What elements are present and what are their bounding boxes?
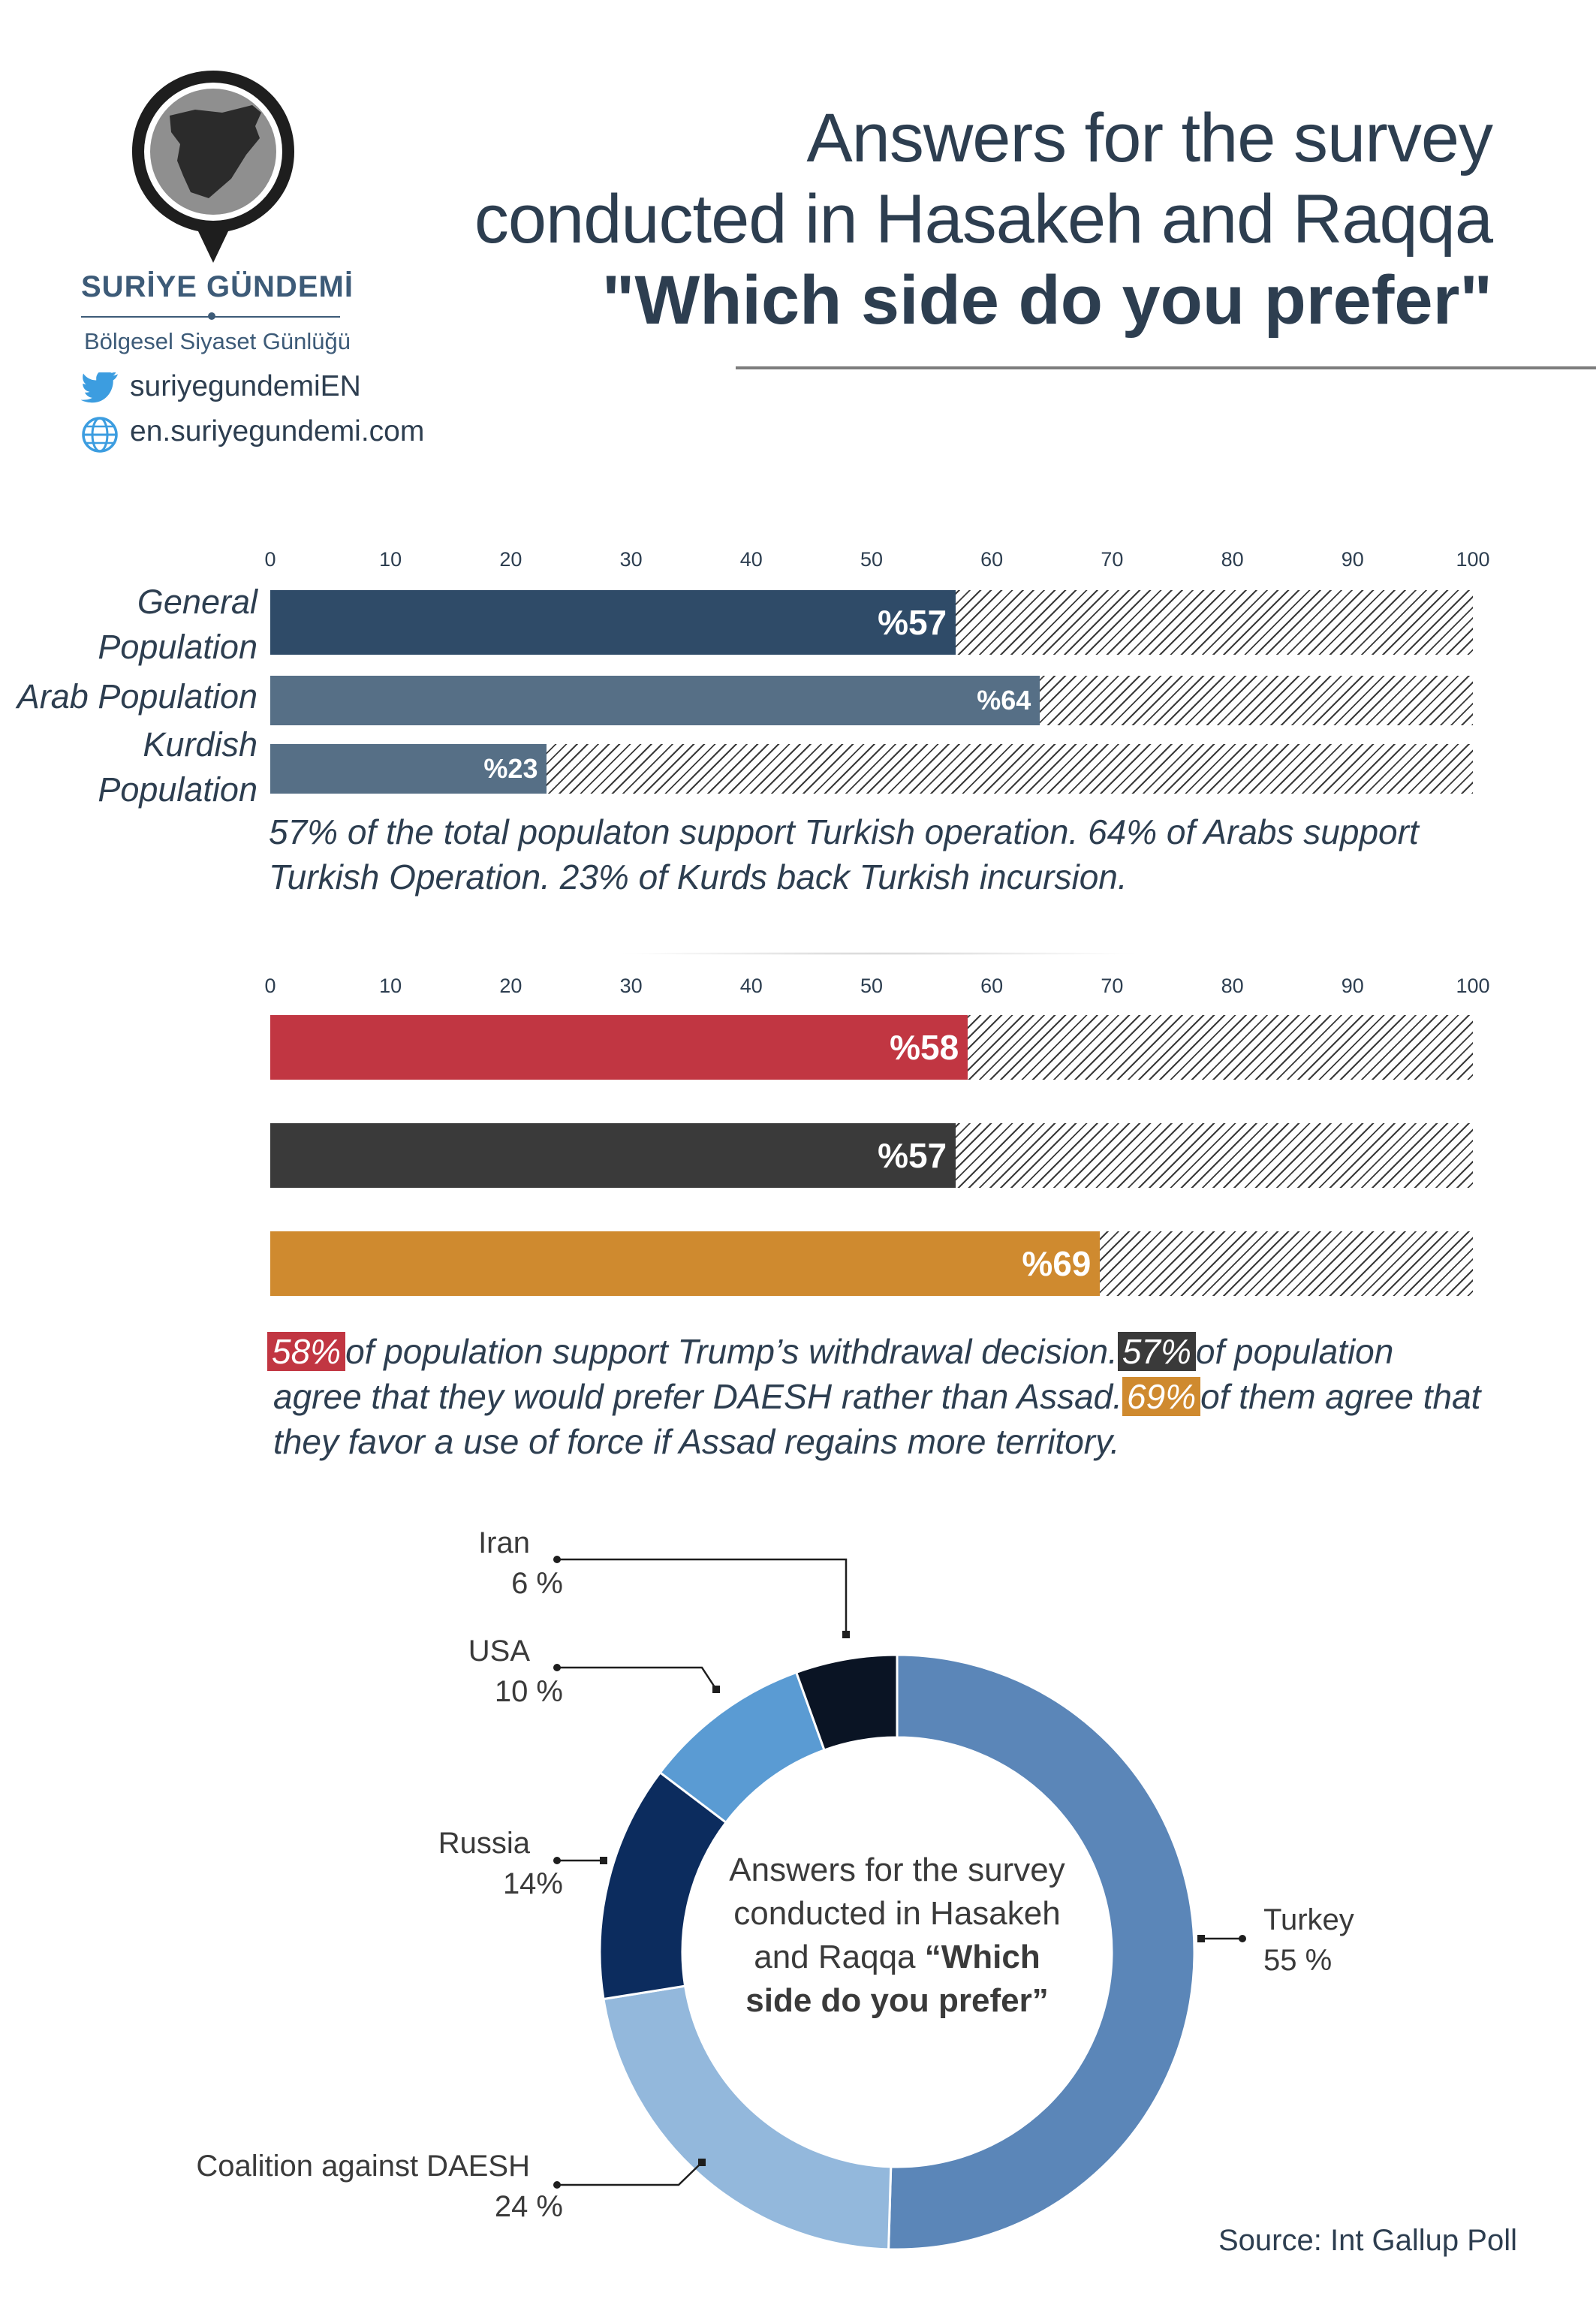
axis-tick: 0 — [264, 548, 276, 571]
leader-anchor — [712, 1686, 720, 1693]
leader-dot — [553, 1556, 561, 1563]
leader-dot — [553, 1664, 561, 1671]
slice-percent: 14% — [502, 1867, 563, 1900]
donut-slice-coalition-against-daesh — [604, 1986, 891, 2249]
axis-tick: 20 — [499, 548, 522, 571]
bar-value-label: %64 — [977, 685, 1031, 716]
donut-title-line-3 — [694, 1936, 1100, 1979]
axis-tick: 30 — [619, 548, 643, 571]
bar — [270, 1123, 956, 1188]
bar-track — [270, 1123, 1473, 1188]
axis-tick: 60 — [980, 975, 1004, 997]
highlight-58: 58% — [267, 1332, 345, 1371]
slice-label: Russia — [438, 1827, 530, 1860]
axis-tick: 40 — [739, 548, 763, 571]
leader-dot — [553, 2181, 561, 2189]
chart2-note-text-2b: agree that they would prefer DAESH rather than Assad. — [273, 1377, 1123, 1416]
donut-center-title — [694, 1849, 1100, 2023]
leader-anchor — [600, 1857, 607, 1864]
leader-anchor — [1197, 1935, 1205, 1942]
slice-label: Turkey — [1263, 1903, 1354, 1936]
bar-value-label: %69 — [1022, 1244, 1092, 1283]
leader-dot — [1239, 1935, 1246, 1942]
bar-track — [270, 1231, 1473, 1296]
bar-value-label: %57 — [878, 1136, 947, 1175]
axis-tick: 70 — [1101, 975, 1124, 997]
leader-line — [557, 2162, 702, 2185]
leader-anchor — [842, 1631, 850, 1638]
slice-percent: 24 % — [494, 2190, 563, 2223]
axis-tick: 90 — [1341, 975, 1364, 997]
bar-value-label: %57 — [878, 603, 947, 642]
slice-percent: 6 % — [511, 1567, 563, 1600]
donut-title-line-4: side do you prefer” — [745, 1982, 1049, 2019]
bar-value-label: %58 — [890, 1028, 959, 1067]
axis-tick: 40 — [739, 975, 763, 997]
chart2-note-text-2a: of population — [1195, 1332, 1394, 1371]
slice-percent: 10 % — [494, 1675, 563, 1708]
chart1-note-line-1: 57% of the total populaton support Turkish operation. 64% of Arabs support — [269, 812, 1419, 851]
twitter-handle[interactable]: suriyegundemiEN — [130, 370, 361, 402]
leader-line — [557, 1668, 716, 1689]
bar-track — [270, 1015, 1473, 1080]
slice-label: USA — [468, 1635, 530, 1668]
bar-value-label: %23 — [483, 753, 538, 784]
axis-tick: 100 — [1456, 548, 1490, 571]
slice-percent: 55 % — [1263, 1944, 1333, 1977]
axis-tick: 100 — [1456, 975, 1490, 997]
title-line-2: conducted in Hasakeh and Raqqa — [474, 181, 1492, 258]
donut-title-line-3a: and Raqqa — [754, 1939, 925, 1975]
website-link[interactable]: en.suriyegundemi.com — [130, 415, 425, 447]
axis-tick: 90 — [1341, 548, 1364, 571]
highlight-57: 57% — [1118, 1332, 1196, 1371]
donut-title-line-3b: “Which — [924, 1939, 1040, 1975]
chart2-note-text-1: of population support Trump’s withdrawal decision. — [345, 1332, 1118, 1371]
chart2-note-line-3: they favor a use of force if Assad regains more territory. — [273, 1422, 1120, 1461]
slice-label: Coalition against DAESH — [196, 2150, 530, 2183]
bar — [270, 1231, 1100, 1296]
axis-tick: 80 — [1221, 548, 1244, 571]
brand-subtitle: Bölgesel Siyaset Günlüğü — [84, 328, 351, 354]
donut-title-line-2: conducted in Hasakeh — [733, 1895, 1061, 1932]
axis-tick: 10 — [379, 975, 402, 997]
bar-category-line: Arab Population — [17, 677, 257, 716]
donut-title-line-1: Answers for the survey — [729, 1852, 1065, 1888]
axis-tick: 60 — [980, 548, 1004, 571]
chart1-note-line-2: Turkish Operation. 23% of Kurds back Turkish incursion. — [269, 857, 1128, 896]
bar-category-line: General — [137, 583, 257, 621]
axis-tick: 10 — [379, 548, 402, 571]
chart2-note-line-1 — [267, 1329, 1543, 1374]
title-question: "Which side do you prefer" — [601, 262, 1492, 339]
leader-line — [557, 1559, 846, 1635]
bar-category-line: Population — [98, 628, 257, 666]
highlight-69: 69% — [1122, 1377, 1200, 1416]
chart2-note — [267, 1329, 1543, 1464]
chart2-note-text-3a: of them agree that — [1200, 1377, 1481, 1416]
axis-tick: 20 — [499, 975, 522, 997]
title-line-1: Answers for the survey — [806, 100, 1492, 176]
source-note: Source: Int Gallup Poll — [1218, 2224, 1517, 2257]
axis-tick: 0 — [264, 975, 276, 997]
axis-tick: 70 — [1101, 548, 1124, 571]
bar-category-line: Population — [98, 770, 257, 809]
chart2-note-line-2 — [267, 1374, 1543, 1419]
axis-tick: 50 — [860, 975, 884, 997]
axis-tick: 80 — [1221, 975, 1244, 997]
leader-anchor — [698, 2159, 706, 2166]
axis-tick: 50 — [860, 548, 884, 571]
bar-category-line: Kurdish — [143, 725, 257, 764]
slice-label: Iran — [478, 1526, 530, 1559]
axis-tick: 30 — [619, 975, 643, 997]
brand-name: SURİYE GÜNDEMİ — [81, 270, 354, 303]
leader-dot — [553, 1857, 561, 1864]
bar — [270, 1015, 968, 1080]
